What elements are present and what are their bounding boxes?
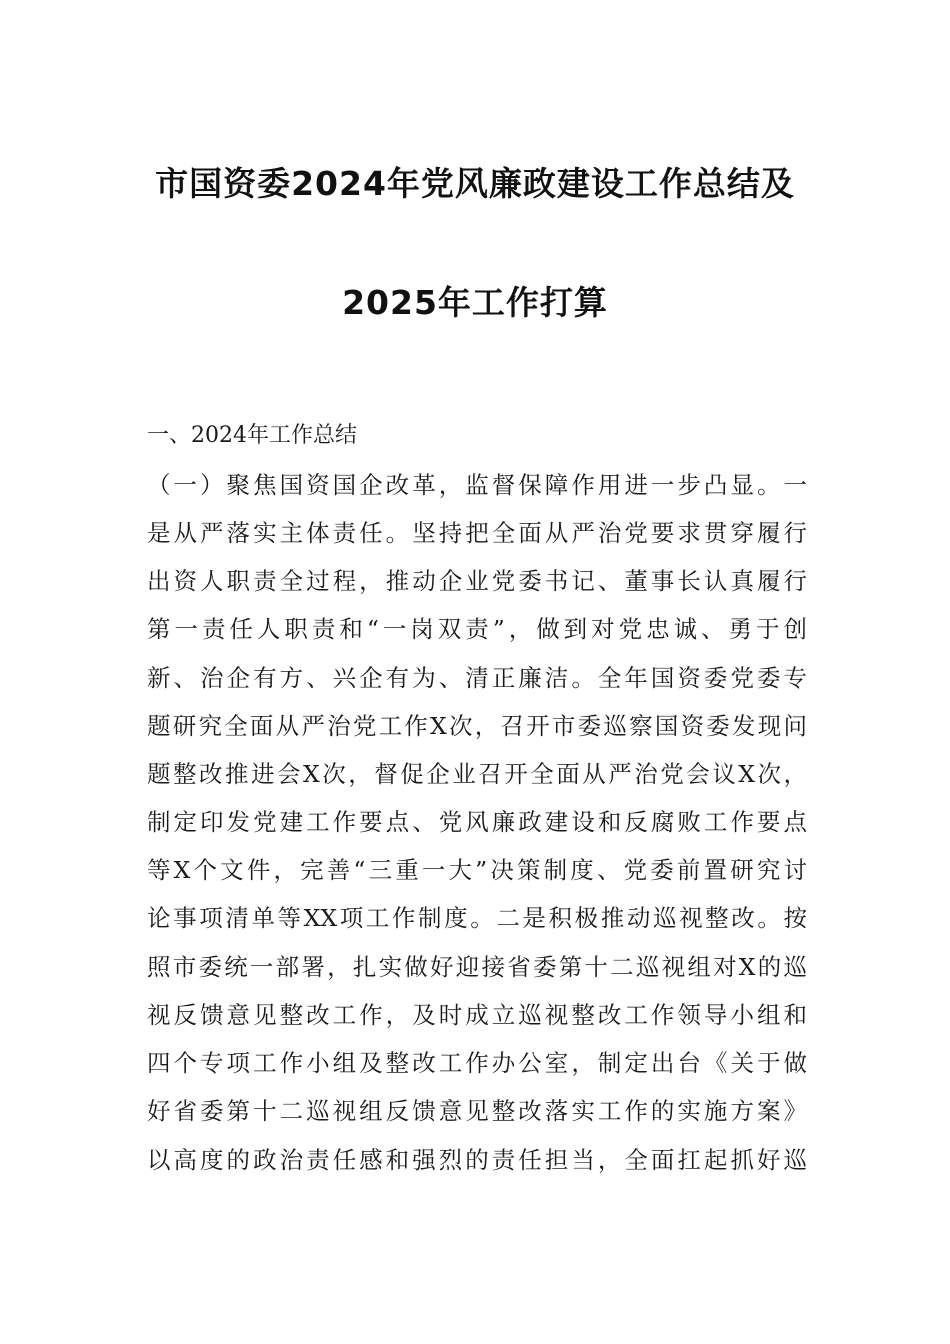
body-line: （一）聚焦国资国企改革，监督保障作用进一步凸显。一 bbox=[147, 471, 807, 499]
body-line: 四个专项工作小组及整改工作办公室，制定出台《关于做 bbox=[147, 1049, 807, 1077]
body-line: 题研究全面从严治党工作X次，召开市委巡察国资委发现问 bbox=[147, 712, 807, 740]
document-title-line-2: 2025年工作打算 bbox=[342, 283, 608, 322]
body-line: 制定印发党建工作要点、党风廉政建设和反腐败工作要点 bbox=[147, 808, 807, 836]
body-line: 视反馈意见整改工作，及时成立巡视整改工作领导小组和 bbox=[147, 1001, 807, 1029]
body-line: 新、治企有方、兴企有为、清正廉洁。全年国资委党委专 bbox=[147, 664, 807, 692]
section-heading: 一、2024年工作总结 bbox=[147, 423, 357, 448]
body-line: 题整改推进会X次，督促企业召开全面从严治党会议X次， bbox=[147, 760, 807, 788]
body-line: 出资人职责全过程，推动企业党委书记、董事长认真履行 bbox=[147, 567, 807, 595]
body-line: 好省委第十二巡视组反馈意见整改落实工作的实施方案》 bbox=[147, 1097, 807, 1125]
document-title-line-1: 市国资委2024年党风廉政建设工作总结及 bbox=[155, 164, 795, 203]
body-line: 论事项清单等XX项工作制度。二是积极推动巡视整改。按 bbox=[147, 904, 807, 932]
body-line: 等X个文件，完善“三重一大”决策制度、党委前置研究讨 bbox=[147, 856, 807, 884]
body-line: 第一责任人职责和“一岗双责”，做到对党忠诚、勇于创 bbox=[147, 615, 807, 643]
body-line: 照市委统一部署，扎实做好迎接省委第十二巡视组对X的巡 bbox=[147, 953, 807, 981]
body-line: 以高度的政治责任感和强烈的责任担当，全面扛起抓好巡 bbox=[147, 1146, 807, 1174]
body-line: 是从严落实主体责任。坚持把全面从严治党要求贯穿履行 bbox=[147, 519, 807, 547]
